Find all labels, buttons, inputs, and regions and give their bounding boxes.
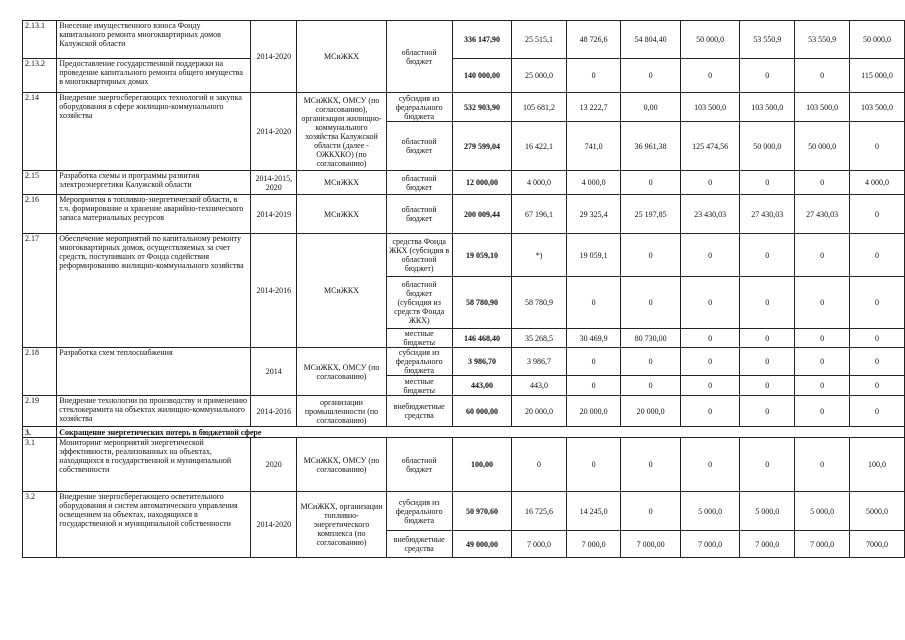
year-value: 0 [850, 376, 905, 396]
row-number: 2.16 [23, 195, 57, 234]
year-value: 0 [850, 234, 905, 277]
year-value: 0 [621, 492, 680, 531]
funding-source: областной бюджет [386, 171, 452, 195]
total-value: 443,00 [452, 376, 511, 396]
total-value: 336 147,90 [452, 21, 511, 59]
funding-source: субсидия из федерального бюджета [386, 492, 452, 531]
table-row [23, 21, 905, 59]
year-value: 0 [740, 277, 795, 329]
funding-source: областной бюджет [386, 21, 452, 93]
measure-description: Внедрение энергосберегающих технологий и закупка оборудования в сфере жилищно-коммунального хозяйства [57, 93, 251, 171]
total-value: 3 986,70 [452, 348, 511, 376]
year-value: 103 500,0 [740, 93, 795, 122]
year-value: 0 [680, 438, 739, 492]
years-cell: 2014-2016 [251, 396, 297, 427]
year-value: 58 780,9 [512, 277, 567, 329]
year-value: 100,0 [850, 438, 905, 492]
year-value: 103 500,0 [680, 93, 739, 122]
year-value: 25 515,1 [512, 21, 567, 59]
year-value: 0 [740, 438, 795, 492]
year-value: 0 [795, 59, 850, 93]
year-value: 5 000,0 [795, 492, 850, 531]
year-value: 27 430,03 [740, 195, 795, 234]
row-number: 2.13.1 [23, 21, 57, 59]
year-value: 5 000,0 [680, 492, 739, 531]
year-value: 16 422,1 [512, 122, 567, 171]
year-value: 0 [795, 376, 850, 396]
row-number: 2.18 [23, 348, 57, 396]
funding-source: субсидия из федерального бюджета [386, 348, 452, 376]
year-value: 36 961,38 [621, 122, 680, 171]
year-value: 50 000,0 [680, 21, 739, 59]
funding-source: областной бюджет [386, 438, 452, 492]
total-value: 49 000,00 [452, 531, 511, 558]
year-value: 443,0 [512, 376, 567, 396]
total-value: 146 468,40 [452, 329, 511, 348]
year-value: 0 [795, 396, 850, 427]
year-value: 7000,0 [850, 531, 905, 558]
year-value: 7 000,00 [621, 531, 680, 558]
executor-cell: МСиЖКХ, ОМСУ (по согласованию) [297, 438, 386, 492]
measure-description: Внесение имущественного взноса Фонду капитального ремонта многоквартирных домов Калужской области [57, 21, 251, 59]
year-value: 0 [740, 329, 795, 348]
year-value: 0 [740, 59, 795, 93]
year-value: 4 000,0 [850, 171, 905, 195]
year-value: 0 [566, 59, 621, 93]
year-value: 0 [795, 171, 850, 195]
year-value: 14 245,0 [566, 492, 621, 531]
year-value: 16 725,6 [512, 492, 567, 531]
year-value: 27 430,03 [795, 195, 850, 234]
year-value: 741,0 [566, 122, 621, 171]
funding-source: внебюджетные средства [386, 531, 452, 558]
year-value: 35 268,5 [512, 329, 567, 348]
year-value: 5 000,0 [740, 492, 795, 531]
year-value: 50 000,0 [850, 21, 905, 59]
year-value: 20 000,0 [566, 396, 621, 427]
row-number: 2.19 [23, 396, 57, 427]
years-cell: 2020 [251, 438, 297, 492]
year-value: 7 000,0 [740, 531, 795, 558]
year-value: 29 325,4 [566, 195, 621, 234]
row-number: 2.17 [23, 234, 57, 348]
year-value: 103 500,0 [795, 93, 850, 122]
year-value: 0 [621, 234, 680, 277]
section-row [23, 427, 905, 438]
year-value: 0 [795, 234, 850, 277]
year-value: 0 [795, 348, 850, 376]
funding-source: областной бюджет [386, 122, 452, 171]
years-cell: 2014-2020 [251, 492, 297, 558]
measure-description: Мероприятия в топливно-энергетической области, в т.ч. формирование и хранение аварийно-технического запаса материальных ресурсов [57, 195, 251, 234]
table-row [23, 234, 905, 277]
measure-description: Обеспечение мероприятий по капитальному ремонту многоквартирных домов, осуществляемых за счет средств, поступивших от Фонда содействия реформированию жилищно-коммунального хозяйства [57, 234, 251, 348]
row-number: 3.1 [23, 438, 57, 492]
executor-cell: МСиЖКХ [297, 21, 386, 93]
row-number: 2.15 [23, 171, 57, 195]
total-value: 19 059,10 [452, 234, 511, 277]
year-value: 0 [850, 329, 905, 348]
budget-table [22, 20, 905, 558]
table-row [23, 492, 905, 531]
year-value: 0 [795, 277, 850, 329]
year-value: 0 [680, 171, 739, 195]
year-value: 0 [680, 348, 739, 376]
total-value: 140 000,00 [452, 59, 511, 93]
year-value: 103 500,0 [850, 93, 905, 122]
funding-source: субсидия из федерального бюджета [386, 93, 452, 122]
total-value: 532 903,90 [452, 93, 511, 122]
year-value: 125 474,56 [680, 122, 739, 171]
year-value: 7 000,0 [680, 531, 739, 558]
year-value: 0 [512, 438, 567, 492]
year-value: 67 196,1 [512, 195, 567, 234]
measure-description: Предоставление государственной поддержки на проведение капитального ремонта общего имущества в многоквартирных домах [57, 59, 251, 93]
measure-description: Разработка схемы и программы развития электроэнергетики Калужской области [57, 171, 251, 195]
funding-source: областной бюджет [386, 195, 452, 234]
executor-cell: МСиЖКХ [297, 234, 386, 348]
year-value: 0 [850, 396, 905, 427]
total-value: 50 970,60 [452, 492, 511, 531]
year-value: 54 804,40 [621, 21, 680, 59]
year-value: 80 730,00 [621, 329, 680, 348]
year-value: 7 000,0 [512, 531, 567, 558]
year-value: 0 [740, 234, 795, 277]
year-value: 0 [621, 376, 680, 396]
row-number: 2.13.2 [23, 59, 57, 93]
total-value: 12 000,00 [452, 171, 511, 195]
year-value: 105 681,2 [512, 93, 567, 122]
year-value: 0 [740, 376, 795, 396]
executor-cell: организации промышленности (по согласованию) [297, 396, 386, 427]
year-value: 0 [680, 277, 739, 329]
year-value: 5000,0 [850, 492, 905, 531]
year-value: 0 [621, 171, 680, 195]
table-row [23, 171, 905, 195]
year-value: 0 [566, 438, 621, 492]
table-row [23, 348, 905, 376]
section-number: 3. [23, 427, 57, 438]
year-value: 0 [795, 438, 850, 492]
measure-description: Внедрение энергосберегающего осветительного оборудования и систем автоматического управления освещением на объектах, находящихся в государственной и муниципальной собственности [57, 492, 251, 558]
row-number: 2.14 [23, 93, 57, 171]
year-value: 0 [850, 277, 905, 329]
executor-cell: МСиЖКХ [297, 195, 386, 234]
year-value: 25 000,0 [512, 59, 567, 93]
years-cell: 2014-2020 [251, 93, 297, 171]
table-row [23, 59, 905, 93]
total-value: 60 000,00 [452, 396, 511, 427]
table-row [23, 93, 905, 122]
total-value: 100,00 [452, 438, 511, 492]
year-value: 3 986,7 [512, 348, 567, 376]
year-value: 0 [680, 234, 739, 277]
measure-description: Мониторинг мероприятий энергетической эффективности, реализованных на объектах, находящихся в государственной и муниципальной собственности [57, 438, 251, 492]
executor-cell: МСиЖКХ, ОМСУ (по согласованию) [297, 348, 386, 396]
year-value: 0 [566, 348, 621, 376]
year-value: 13 222,7 [566, 93, 621, 122]
year-value: 7 000,0 [566, 531, 621, 558]
years-cell: 2014-2020 [251, 21, 297, 93]
total-value: 200 009,44 [452, 195, 511, 234]
years-cell: 2014-2015, 2020 [251, 171, 297, 195]
table-body [23, 21, 905, 558]
funding-source: средства Фонда ЖКХ (субсидия в областной бюджет) [386, 234, 452, 277]
years-cell: 2014-2016 [251, 234, 297, 348]
year-value: 50 000,0 [740, 122, 795, 171]
table-row [23, 195, 905, 234]
year-value: 25 197,85 [621, 195, 680, 234]
year-value: 30 469,9 [566, 329, 621, 348]
year-value: 4 000,0 [566, 171, 621, 195]
funding-source: внебюджетные средства [386, 396, 452, 427]
year-value: 53 550,9 [795, 21, 850, 59]
year-value: 0 [621, 59, 680, 93]
executor-cell: МСиЖКХ, ОМСУ (по согласованию), организации жилищно-коммунального хозяйства Калужской области (далее - ОЖКХКО) (по согласованию) [297, 93, 386, 171]
year-value: 0 [680, 329, 739, 348]
total-value: 58 780,90 [452, 277, 511, 329]
year-value: 0 [850, 122, 905, 171]
year-value: 0 [621, 277, 680, 329]
measure-description: Разработка схем теплоснабжения [57, 348, 251, 396]
years-cell: 2014 [251, 348, 297, 396]
year-value: 0,00 [621, 93, 680, 122]
year-value: 50 000,0 [795, 122, 850, 171]
funding-source: местные бюджеты [386, 376, 452, 396]
funding-source: местные бюджеты [386, 329, 452, 348]
year-value: 0 [740, 171, 795, 195]
year-value: 19 059,1 [566, 234, 621, 277]
year-value: 48 726,6 [566, 21, 621, 59]
executor-cell: МСиЖКХ, организации топливно-энергетического комплекса (по согласованию) [297, 492, 386, 558]
year-value: 0 [795, 329, 850, 348]
year-value: 0 [680, 376, 739, 396]
year-value: 0 [740, 348, 795, 376]
year-value: 0 [566, 277, 621, 329]
year-value: 115 000,0 [850, 59, 905, 93]
year-value: 0 [621, 348, 680, 376]
year-value: 0 [740, 396, 795, 427]
year-value: 23 430,03 [680, 195, 739, 234]
year-value: 0 [680, 396, 739, 427]
funding-source: областной бюджет (субсидия из средств Фонда ЖКХ) [386, 277, 452, 329]
total-value: 279 599,04 [452, 122, 511, 171]
year-value: 0 [621, 438, 680, 492]
year-value: *) [512, 234, 567, 277]
year-value: 0 [680, 59, 739, 93]
year-value: 7 000,0 [795, 531, 850, 558]
table-row [23, 396, 905, 427]
year-value: 0 [850, 348, 905, 376]
year-value: 20 000,0 [621, 396, 680, 427]
table-row [23, 438, 905, 492]
executor-cell: МСиЖКХ [297, 171, 386, 195]
year-value: 4 000,0 [512, 171, 567, 195]
year-value: 53 550,9 [740, 21, 795, 59]
row-number: 3.2 [23, 492, 57, 558]
year-value: 0 [566, 376, 621, 396]
measure-description: Внедрение технологии по производству и применению стеклокерамита на объектах жилищно-коммунального хозяйства [57, 396, 251, 427]
year-value: 20 000,0 [512, 396, 567, 427]
year-value: 0 [850, 195, 905, 234]
section-title: Сокращение энергетических потерь в бюджетной сфере [57, 427, 905, 438]
years-cell: 2014-2019 [251, 195, 297, 234]
